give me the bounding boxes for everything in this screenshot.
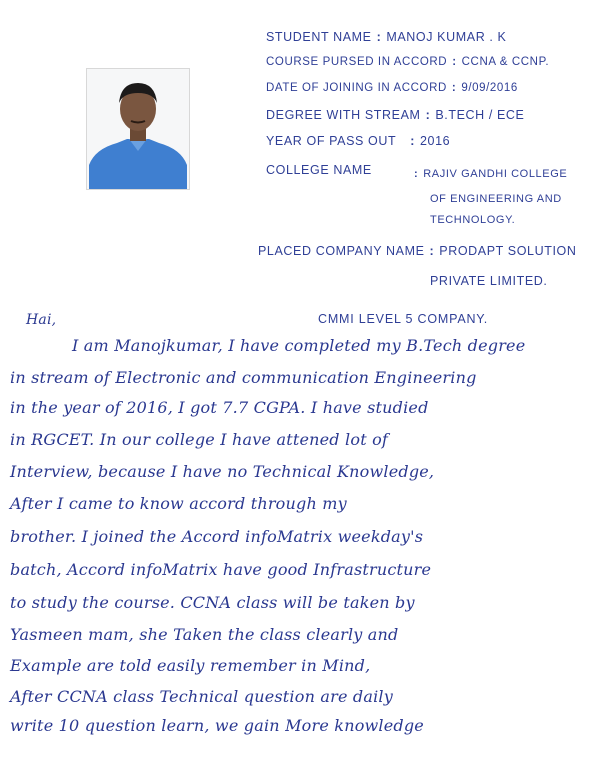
field-label: DEGREE WITH STREAM <box>266 108 421 122</box>
field-value: CCNA & CCNP. <box>461 56 550 68</box>
body-line: brother. I joined the Accord infoMatrix weekday's <box>10 527 424 546</box>
field-value: B.TECH / ECE <box>435 108 525 122</box>
field-label: YEAR OF PASS OUT <box>266 134 397 148</box>
company-note: CMMI LEVEL 5 COMPANY. <box>318 312 489 326</box>
body-line: in the year of 2016, I got 7.7 CGPA. I have studied <box>10 398 429 417</box>
body-line: batch, Accord infoMatrix have good Infrastructure <box>10 560 432 579</box>
field-college-name-line3: TECHNOLOGY. <box>430 214 516 226</box>
field-value: RAJIV GANDHI COLLEGE <box>423 168 568 180</box>
field-student-name: STUDENT NAME : MANOJ KUMAR . K <box>266 30 507 44</box>
field-college-name-line2: OF ENGINEERING AND <box>430 193 562 205</box>
field-value: MANOJ KUMAR . K <box>386 30 507 44</box>
body-line: in stream of Electronic and communication Engineering <box>10 368 477 387</box>
body-line: I am Manojkumar, I have completed my B.Tech degree <box>72 336 526 355</box>
field-degree: DEGREE WITH STREAM : B.TECH / ECE <box>266 108 525 122</box>
student-portrait-icon <box>87 69 189 189</box>
body-line: Interview, because I have no Technical Knowledge, <box>10 462 435 481</box>
body-line: Example are told easily remember in Mind, <box>10 656 371 675</box>
field-value: 2016 <box>420 134 451 148</box>
body-line: in RGCET. In our college I have attened lot of <box>10 430 389 449</box>
field-value: PRODAPT SOLUTION <box>439 244 577 258</box>
body-line: write 10 question learn, we gain More knowledge <box>10 716 424 735</box>
field-course: COURSE PURSED IN ACCORD : CCNA & CCNP. <box>266 56 550 68</box>
field-college-name-label <box>266 163 372 177</box>
field-label: PLACED COMPANY NAME <box>258 244 425 258</box>
field-value: 9/09/2016 <box>461 82 518 94</box>
body-line: After I came to know accord through my <box>10 494 347 513</box>
student-photo <box>86 68 190 190</box>
field-label: DATE OF JOINING IN ACCORD <box>266 82 447 94</box>
body-line: After CCNA class Technical question are daily <box>10 687 393 706</box>
field-label: STUDENT NAME <box>266 30 372 44</box>
body-line: to study the course. CCNA class will be taken by <box>10 593 415 612</box>
greeting: Hai, <box>26 312 57 328</box>
body-line: Yasmeen mam, she Taken the class clearly and <box>10 625 399 644</box>
field-placed-company-line2: PRIVATE LIMITED. <box>430 274 548 288</box>
field-label: COLLEGE NAME <box>266 163 372 177</box>
field-year-of-passout: YEAR OF PASS OUT : 2016 <box>266 134 451 148</box>
field-date-of-joining: DATE OF JOINING IN ACCORD : 9/09/2016 <box>266 82 518 94</box>
field-college-name-value: : RAJIV GANDHI COLLEGE <box>414 168 568 180</box>
field-label: COURSE PURSED IN ACCORD <box>266 56 448 68</box>
field-placed-company: PLACED COMPANY NAME : PRODAPT SOLUTION <box>258 244 577 258</box>
